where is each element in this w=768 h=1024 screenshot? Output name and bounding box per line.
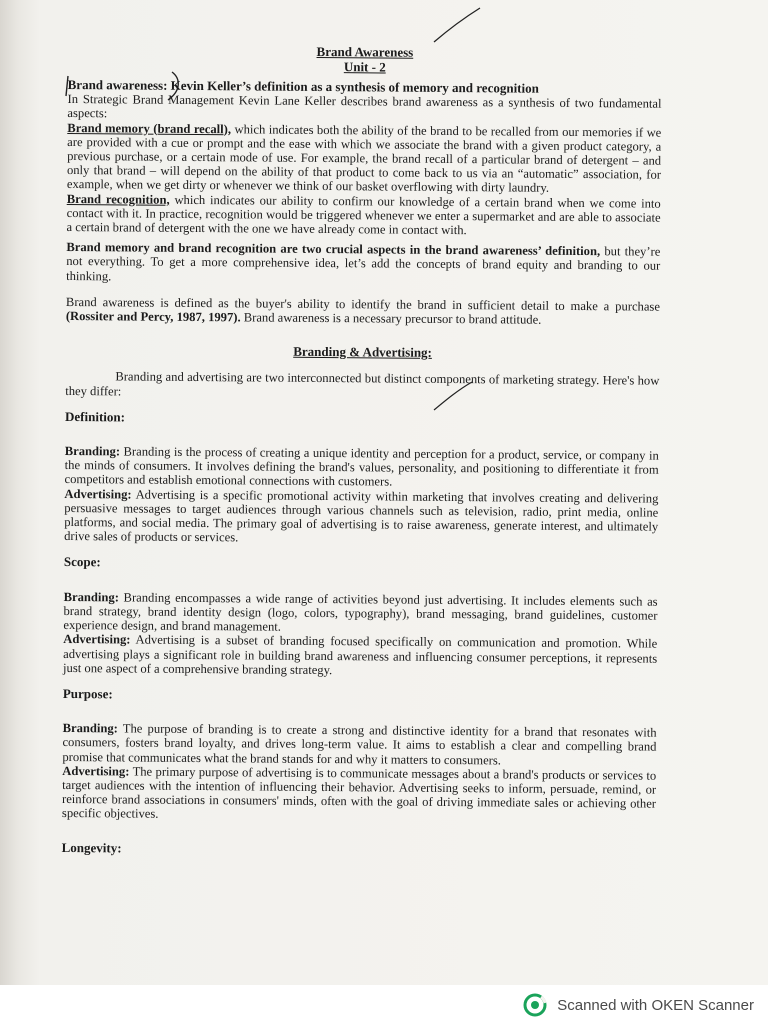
intro-text: In Strategic Brand Management Kevin Lane Keller describes brand awareness as a synthesis of two fundamental aspects: [67, 92, 662, 121]
purpose-branding-text: The purpose of branding is to create a strong and distinctive identity for a brand that resonates with consumers, fosters brand loyalty, and drives long-term value. It aims to establish a clear and compelling brand promise that communicates what the brand stands for and why it matters to consumers. [62, 721, 657, 767]
intro-heading: Brand awareness: Kevin Keller’s definition as a synthesis of memory and recognition [67, 76, 539, 96]
purpose-advertising-text: The primary purpose of advertising is to communicate messages about a brand's products or services to target audiences with the intention of influencing their behavior. Advertising seeks to inform, persuade, remind, or reinforce brand associations in consumers' minds, often with the goal of driving immediate sales or achieving other specific objectives. [61, 764, 657, 822]
definition-advertising-text: Advertising is a specific promotional activity within marketing that involves creating and delivering persuasive messages to target audiences through various channels such as television, radio, print media, online platforms, and social media. The primary goal of advertising is to raise awareness, generate interest, and ultimately drive sales of products or services. [64, 487, 659, 545]
document-title: Brand Awareness [316, 43, 414, 60]
purpose-advertising-term: Advertising: [62, 763, 130, 779]
defined-text-1: Brand awareness is defined as the buyer's ability to identify the brand in sufficient detail to make a purchase [65, 294, 660, 314]
definition-advertising [64, 487, 658, 548]
definition-branding-term: Branding: [64, 444, 121, 459]
oken-scanner-logo-icon [523, 993, 547, 1017]
scope-advertising-text: Advertising is a subset of branding focused specifically on communication and promotion. While advertising plays a significant role in building brand awareness and influencing consumer perceptions, it represents just one aspect of a comprehensive branding strategy. [63, 632, 658, 677]
defined-paragraph [66, 295, 660, 328]
section-intro: Branding and advertising are two interconnected but distinct components of marketing strategy. Here's how they differ: [65, 369, 660, 399]
crucial-paragraph [66, 240, 660, 287]
recall-text: which indicates both the ability of the brand to be recalled from our memories if we are provided with a cue or prompt and the ease with which we associate the brand with a given product category, a previous purchase, or a certain mode of use. For example, the brand recall of a particular brand of detergent – and only that brand – will depend on the ability of that product to come back to us via an “automatic” association, for example, when we get dirty or whenever we think of our basket overflowing with dirty laundry. [66, 121, 662, 196]
recognition-text: which indicates our ability to confirm our knowledge of a certain brand when we come into contact with it. In practice, recognition would be triggered whenever we enter a supermarket and are able to associate a certain brand of detergent with the one we have already come in contact with. [66, 192, 661, 238]
definition-advertising-term: Advertising: [64, 486, 132, 502]
pen-slash-mark [430, 4, 484, 46]
longevity-heading: Longevity: [61, 839, 122, 855]
scanner-label: Scanned with OKEN Scanner [557, 996, 754, 1014]
scope-branding [63, 590, 657, 637]
crucial-text: but they’re not everything. To get a more comprehensive idea, let’s add the concepts of brand equity and branding to our thinking. [66, 244, 661, 283]
purpose-advertising [62, 764, 656, 825]
definition-branding-text: Branding is the process of creating a unique identity and perception for a product, service, or company in the minds of consumers. It involves defining the brand's values, personality, and positioning to differentiate it from competitors and establish emotional connections with customers. [64, 444, 659, 490]
defined-citation: (Rossiter and Percy, 1987, 1997). [65, 309, 241, 325]
scope-advertising-term: Advertising: [63, 632, 131, 647]
definition-branding [65, 444, 659, 491]
recognition-term: Brand recognition, [66, 191, 170, 207]
scanner-watermark [523, 993, 754, 1017]
unit-label: Unit - 2 [343, 59, 386, 75]
crucial-bold: Brand memory and brand recognition are two crucial aspects in the brand awareness’ definition, [66, 240, 601, 259]
scanner-footer [0, 985, 768, 1024]
definition-heading: Definition: [65, 408, 126, 425]
recognition-paragraph [66, 192, 660, 239]
defined-text-2: Brand awareness is a necessary precursor to brand attitude. [240, 310, 542, 327]
recall-term: Brand memory (brand recall), [67, 120, 232, 136]
scope-branding-term: Branding: [63, 589, 119, 605]
section-title: Branding & Advertising: [293, 344, 432, 361]
purpose-branding-term: Branding: [62, 721, 118, 736]
purpose-branding [62, 721, 656, 768]
scope-heading: Scope: [63, 554, 101, 570]
scope-advertising [63, 632, 657, 679]
purpose-heading: Purpose: [62, 685, 113, 702]
document-body [62, 42, 662, 859]
recall-paragraph [67, 121, 662, 197]
scope-branding-text: Branding encompasses a wide range of activities beyond just advertising. It includes elements such as brand strategy, brand identity design (logo, colors, typography), brand messaging, brand guidelines, customer experience design, and brand management. [63, 590, 658, 634]
